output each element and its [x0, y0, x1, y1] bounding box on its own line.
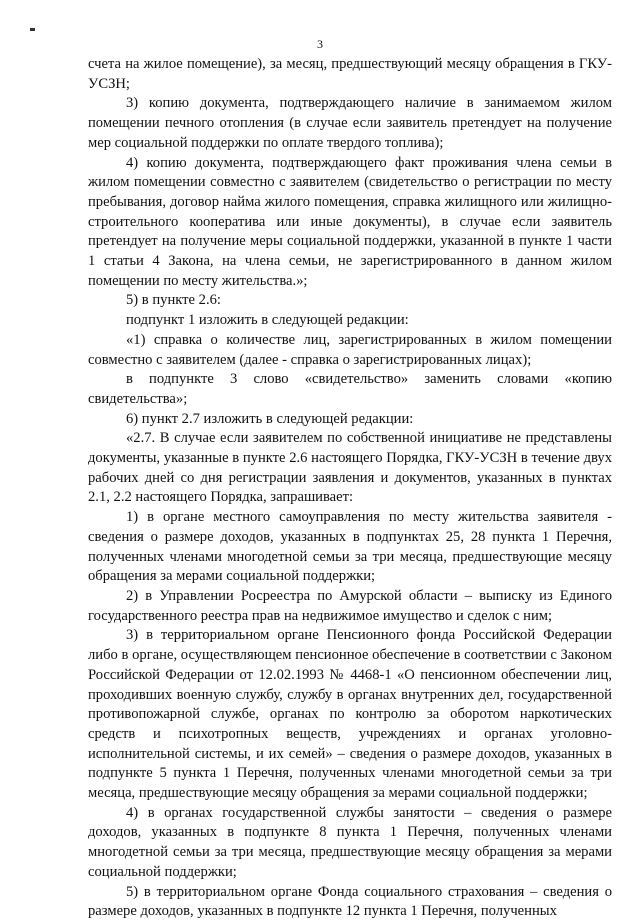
paragraph-item-4-cohabitation: 4) копию документа, подтверждающего факт проживания члена семьи в жилом помещении совместно с заявителем (свидетельство о регистрации по месту пребывания, договор найма жилого помещения, справка жилищного или жилищно-строительного кооператива или иные документы), в случае если заявитель претендует на получение меры социальной поддержки, указанной в пункте 1 части 1 статьи 4 Закона, на члена семьи, не зарегистрированного в данном жилом помещении по месту жительства.»; [88, 154, 612, 289]
page-number: 3 [317, 37, 323, 51]
paragraph-request-4-employment: 4) в органах государственной службы занятости – сведения о размере доходов, указанных в подпункте 8 пункта 1 Перечня, полученных членами многодетной семьи за три месяца, предшествующие месяцу обращения за мерами социальной поддержки; [88, 804, 612, 880]
paragraph-clause-5: 5) в пункте 2.6: [126, 292, 221, 309]
paragraph-item-3-stove-heating: 3) копию документа, подтверждающего наличие в занимаемом жилом помещении печного отопления (в случае если заявитель претендует на получение мер социальной поддержки по оплате твердого топлива); [88, 95, 612, 151]
scan-mark [30, 28, 35, 31]
paragraph-continuation: счета на жилое помещение), за месяц, предшествующий месяцу обращения в ГКУ-УСЗН; [88, 56, 612, 92]
paragraph-request-3-pension-fund: 3) в территориальном органе Пенсионного фонда Российской Федерации либо в органе, осуществляющем пенсионное обеспечение в соответствии с Законом Российской Федерации от 12.02.1993 № 4468-1 «О пенсионном обеспечении лиц, проходивших военную службу, службу в органах внутренних дел, государственной противопожарной службе, органах по контролю за оборотом наркотических средств и психотропных веществ, учреждениях и органах уголовно-исполнительной системы, и их семей» – сведения о размере доходов, указанных в подпункте 5 пункта 1 Перечня, полученных членами многодетной семьи за три месяца, предшествующие месяцу обращения за мерами социальной поддержки; [88, 627, 612, 802]
paragraph-2-7-text: «2.7. В случае если заявителем по собственной инициативе не представлены документы, указанные в пункте 2.6 настоящего Порядка, ГКУ-УСЗН в течение двух рабочих дней со дня регистрации заявления и документов, указанных в пунктах 2.1, 2.2 настоящего Порядка, запрашивает: [88, 430, 612, 506]
paragraph-request-2-rosreestr: 2) в Управлении Росреестра по Амурской области – выписку из Единого государственного реестра прав на недвижимое имущество и сделок с ним; [88, 587, 612, 624]
paragraph-clause-6: 6) пункт 2.7 изложить в следующей редакции: [126, 410, 414, 427]
paragraph-subclause-1-intro: подпункт 1 изложить в следующей редакции: [126, 312, 409, 329]
paragraph-request-1-local-government: 1) в органе местного самоуправления по месту жительства заявителя - сведения о размере доходов, указанных в подпунктах 25, 28 пункта 1 Перечня, полученных членами многодетной семьи за три месяца, предшествующие месяцу обращения за мерами социальной поддержки; [88, 509, 612, 585]
paragraph-subclause-3-replacement: в подпункте 3 слово «свидетельство» заменить словами «копию свидетельства»; [88, 371, 612, 407]
document-body [88, 55, 612, 922]
paragraph-registered-persons: «1) справка о количестве лиц, зарегистрированных в жилом помещении совместно с заявителем (далее - справка о зарегистрированных лицах); [88, 331, 612, 368]
paragraph-request-5-social-insurance: 5) в территориальном органе Фонда социального страхования – сведения о размере доходов, указанных в подпункте 12 пункта 1 Перечня, полученных [88, 883, 612, 920]
